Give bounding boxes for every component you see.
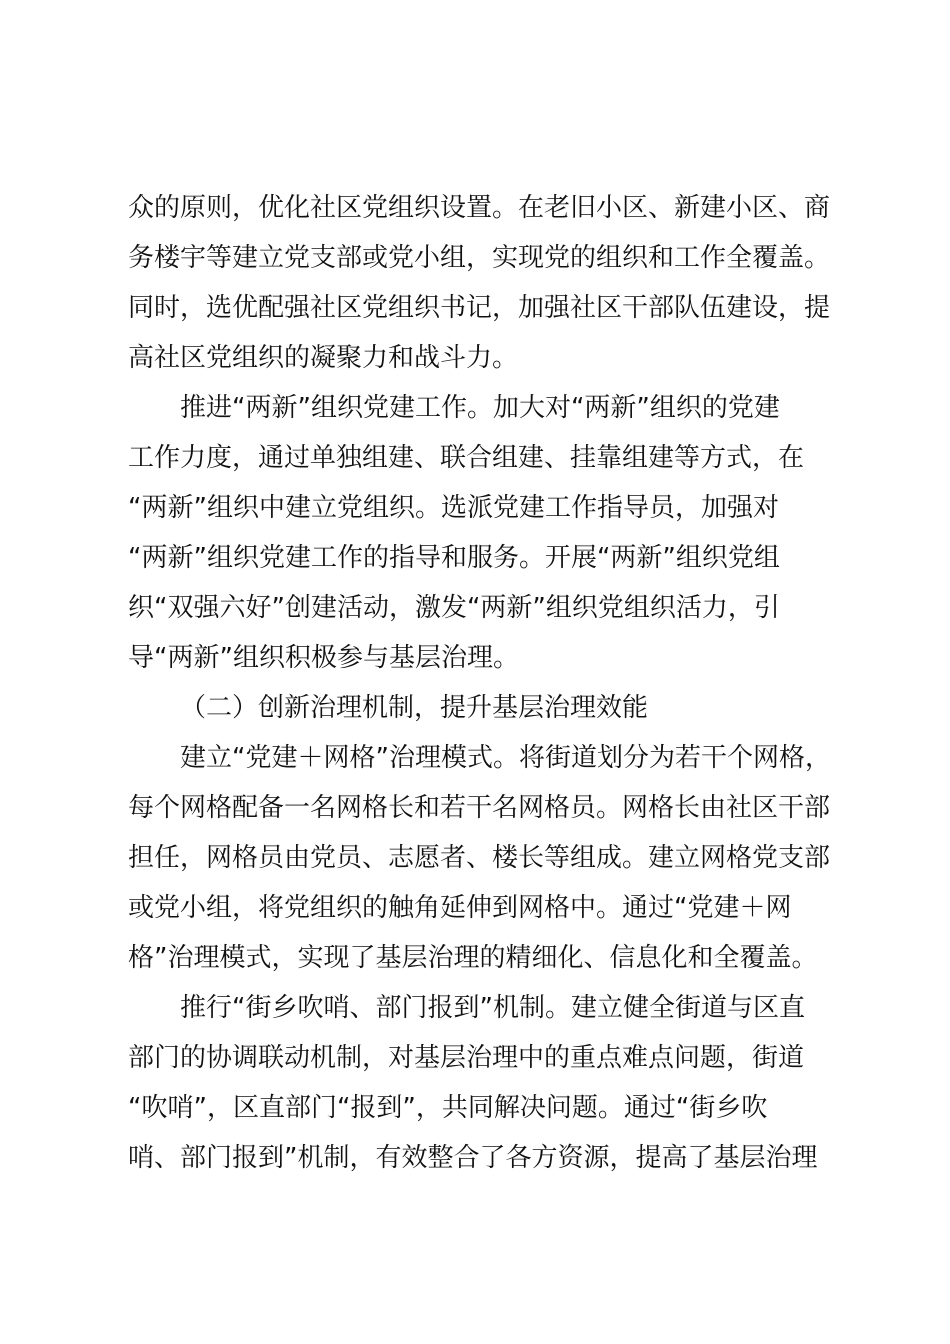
text-line: 导“两新”组织积极参与基层治理。: [128, 643, 519, 673]
paragraph-start-line: 推进“两新”组织党建工作。加大对“两新”组织的党建: [180, 393, 780, 423]
text-line: 部门的协调联动机制，对基层治理中的重点难点问题，街道: [128, 1043, 805, 1073]
paragraph-start-line: 建立“党建＋网格”治理模式。将街道划分为若干个网格，: [180, 743, 831, 773]
text-line: 同时，选优配强社区党组织书记，加强社区干部队伍建设，提: [128, 293, 831, 323]
text-line: “两新”组织党建工作的指导和服务。开展“两新”组织党组: [128, 543, 780, 573]
section-heading: （二）创新治理机制，提升基层治理效能: [180, 693, 649, 723]
text-line: 哨、部门报到”机制，有效整合了各方资源，提高了基层治理: [128, 1143, 818, 1173]
text-line: 每个网格配备一名网格长和若干名网格员。网格长由社区干部: [128, 793, 831, 823]
paragraph-start-line: 推行“街乡吹哨、部门报到”机制。建立健全街道与区直: [180, 993, 805, 1023]
text-line: 织“双强六好”创建活动，激发“两新”组织党组织活力，引: [128, 593, 780, 623]
text-line: “吹哨”，区直部门“报到”，共同解决问题。通过“街乡吹: [128, 1093, 768, 1123]
text-line: 工作力度，通过单独组建、联合组建、挂靠组建等方式，在: [128, 443, 805, 473]
text-line: 或党小组，将党组织的触角延伸到网格中。通过“党建＋网: [128, 893, 792, 923]
text-line: 格”治理模式，实现了基层治理的精细化、信息化和全覆盖。: [128, 943, 818, 973]
text-line: 众的原则，优化社区党组织设置。在老旧小区、新建小区、商: [128, 193, 831, 223]
body-text: [128, 183, 840, 1183]
text-line: 担任，网格员由党员、志愿者、楼长等组成。建立网格党支部: [128, 843, 831, 873]
text-line: 高社区党组织的凝聚力和战斗力。: [128, 343, 519, 373]
text-line: 务楼宇等建立党支部或党小组，实现党的组织和工作全覆盖。: [128, 243, 831, 273]
text-line: “两新”组织中建立党组织。选派党建工作指导员，加强对: [128, 493, 779, 523]
